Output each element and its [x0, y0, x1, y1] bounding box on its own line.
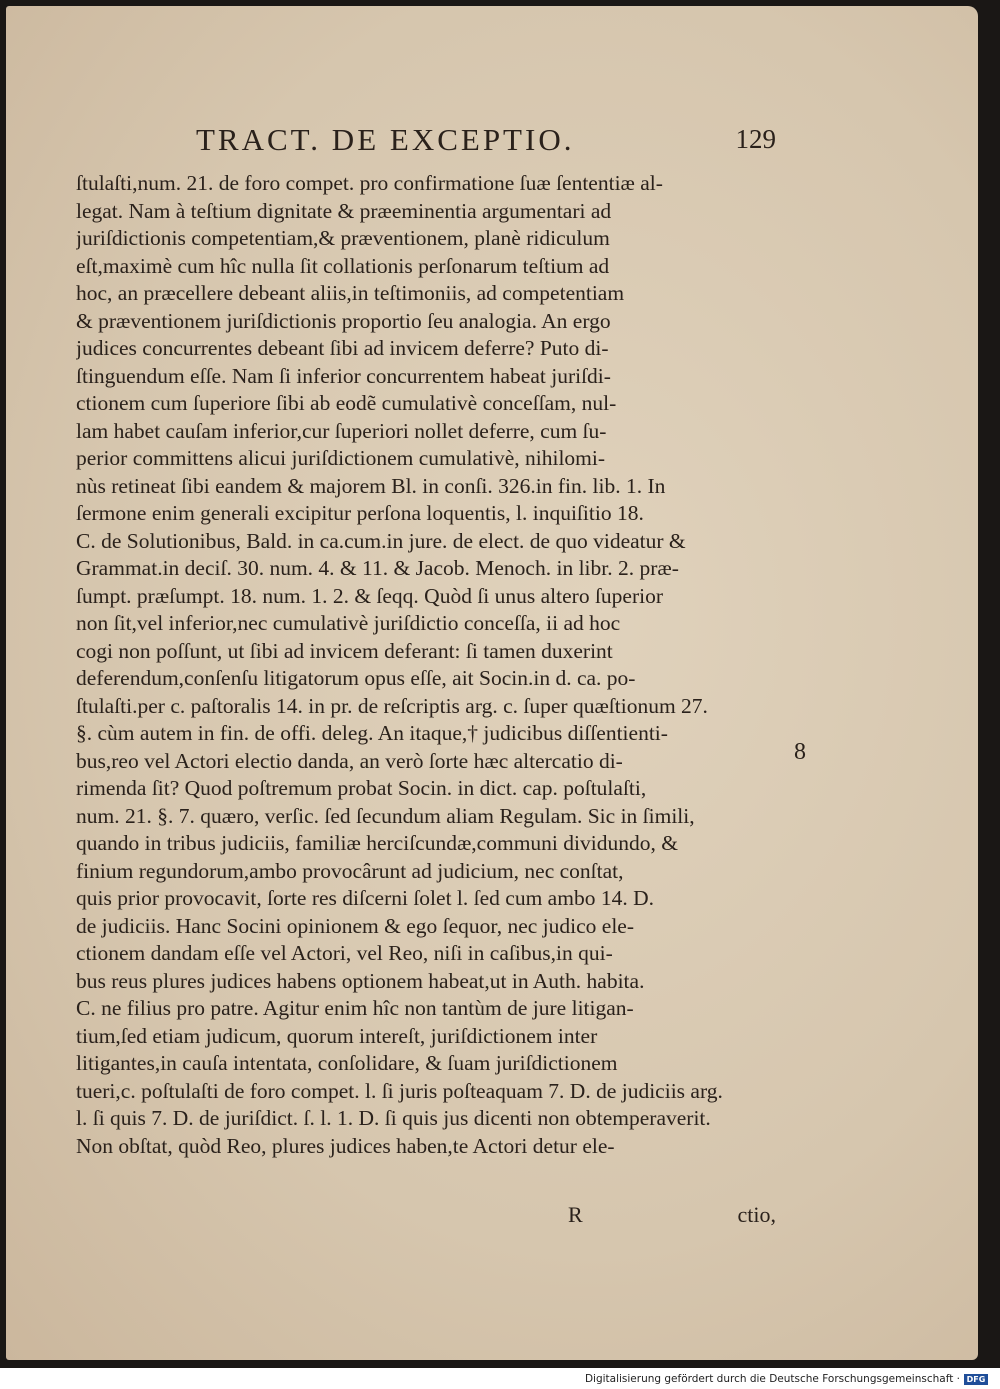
text-line: juriſdictionis competentiam,& præventionem, planè ridiculum	[76, 226, 610, 250]
text-line: ſtinguendum eſſe. Nam ſi inferior concurrentem habeat juriſdi-	[76, 363, 611, 388]
text-line: bus,reo vel Actori electio danda, an verò ſorte hæc altercatio di-	[76, 748, 623, 773]
text-line: lam habet cauſam inferior,cur ſuperiori nollet deferre, cum ſu-	[76, 418, 607, 443]
margin-note-number: 8	[794, 739, 806, 765]
text-line: ctionem dandam eſſe vel Actori, vel Reo, niſi in caſibus,in qui-	[76, 941, 613, 965]
dfg-logo-icon: DFG	[964, 1374, 988, 1385]
text-line: Non obſtat, quòd Reo, plures judices haben,te Actori detur ele-	[76, 1133, 615, 1158]
text-line: judices concurrentes debeant ſibi ad invicem deferre? Puto di-	[76, 336, 609, 360]
text-line: hoc, an præcellere debeant aliis,in teſtimoniis, ad competentiam	[76, 281, 625, 305]
page-foot	[76, 1202, 776, 1232]
text-line: bus reus plures judices habens optionem habeat,ut in Auth. habita.	[76, 968, 645, 993]
text-line: legat. Nam à teſtium dignitate & præeminentia argumentari ad	[76, 198, 612, 223]
text-line: & præventionem juriſdictionis proportio ſeu analogia. An ergo	[76, 308, 611, 333]
text-line: rimenda ſit? Quod poſtremum probat Socin. in dict. cap. poſtulaſti,	[76, 776, 647, 800]
text-line: §. cùm autem in fin. de offi. deleg. An itaque,† judicibus diſſentienti-	[76, 721, 668, 745]
credit-text: Digitalisierung gefördert durch die Deutsche Forschungsgemeinschaft ·	[584, 1373, 960, 1385]
text-line: eſt,maximè cum hîc nulla ſit collationis perſonarum teſtium ad	[76, 253, 610, 278]
text-line: non ſit,vel inferior,nec cumulativè juriſdictio conceſſa, ii ad hoc	[76, 611, 621, 635]
body-text	[76, 170, 776, 1160]
text-line: ſtulaſti.per c. paſtoralis 14. in pr. de reſcriptis arg. c. ſuper quæſtionum 27.	[76, 693, 708, 718]
digitization-credit	[585, 1373, 988, 1385]
text-line: quando in tribus judiciis, familiæ herciſcundæ,communi dividundo, &	[76, 831, 678, 855]
text-line: de judiciis. Hanc Socini opinionem & ego ſequor, nec judico ele-	[76, 913, 634, 938]
running-head	[196, 122, 776, 162]
page-number: 129	[735, 124, 776, 154]
text-line: tium,ſed etiam judicum, quorum intereſt, juriſdictionem inter	[76, 1023, 598, 1048]
text-line: cogi non poſſunt, ut ſibi ad invicem deferant: ſi tamen duxerint	[76, 638, 613, 663]
text-line: l. ſi quis 7. D. de juriſdict. ſ. l. 1. D. ſi quis jus dicenti non obtemperaverit.	[76, 1106, 711, 1130]
text-line: finium regundorum,ambo provocârunt ad judicium, nec conſtat,	[76, 858, 624, 883]
text-line: C. de Solutionibus, Bald. in ca.cum.in jure. de elect. de quo videatur &	[76, 528, 686, 553]
running-title: TRACT. DE EXCEPTIO.	[196, 122, 575, 157]
text-line: C. ne filius pro patre. Agitur enim hîc non tantùm de jure litigan-	[76, 996, 634, 1020]
text-line: Grammat.in deciſ. 30. num. 4. & 11. & Jacob. Menoch. in libr. 2. præ-	[76, 556, 679, 580]
text-line: nùs retineat ſibi eandem & majorem Bl. in conſi. 326.in fin. lib. 1. In	[76, 473, 666, 498]
text-line: quis prior provocavit, ſorte res diſcerni ſolet l. ſed cum ambo 14. D.	[76, 886, 654, 910]
text-line: ſermone enim generali excipitur perſona loquentis, l. inquiſitio 18.	[76, 501, 644, 525]
text-line: litigantes,in cauſa intentata, conſolidare, & ſuam juriſdictionem	[76, 1051, 618, 1075]
catchword: ctio,	[737, 1202, 776, 1227]
text-line: num. 21. §. 7. quæro, verſic. ſed ſecundum aliam Regulam. Sic in ſimili,	[76, 803, 695, 828]
text-line: ſumpt. præſumpt. 18. num. 1. 2. & ſeqq. Quòd ſi unus altero ſuperior	[76, 583, 664, 608]
book-page	[6, 6, 978, 1360]
text-line: tueri,c. poſtulaſti de foro compet. l. ſi juris poſteaquam 7. D. de judiciis arg.	[76, 1078, 723, 1103]
signature-mark: R	[568, 1202, 583, 1227]
text-line: deferendum,conſenſu litigatorum opus eſſe, ait Socin.in d. ca. po-	[76, 666, 636, 690]
text-line: perior committens alicui juriſdictionem cumulativè, nihilomi-	[76, 446, 606, 470]
text-line: ctionem cum ſuperiore ſibi ab eodẽ cumulativè conceſſam, nul-	[76, 391, 617, 415]
text-line: ſtulaſti,num. 21. de foro compet. pro confirmatione ſuæ ſententiæ al-	[76, 171, 663, 195]
